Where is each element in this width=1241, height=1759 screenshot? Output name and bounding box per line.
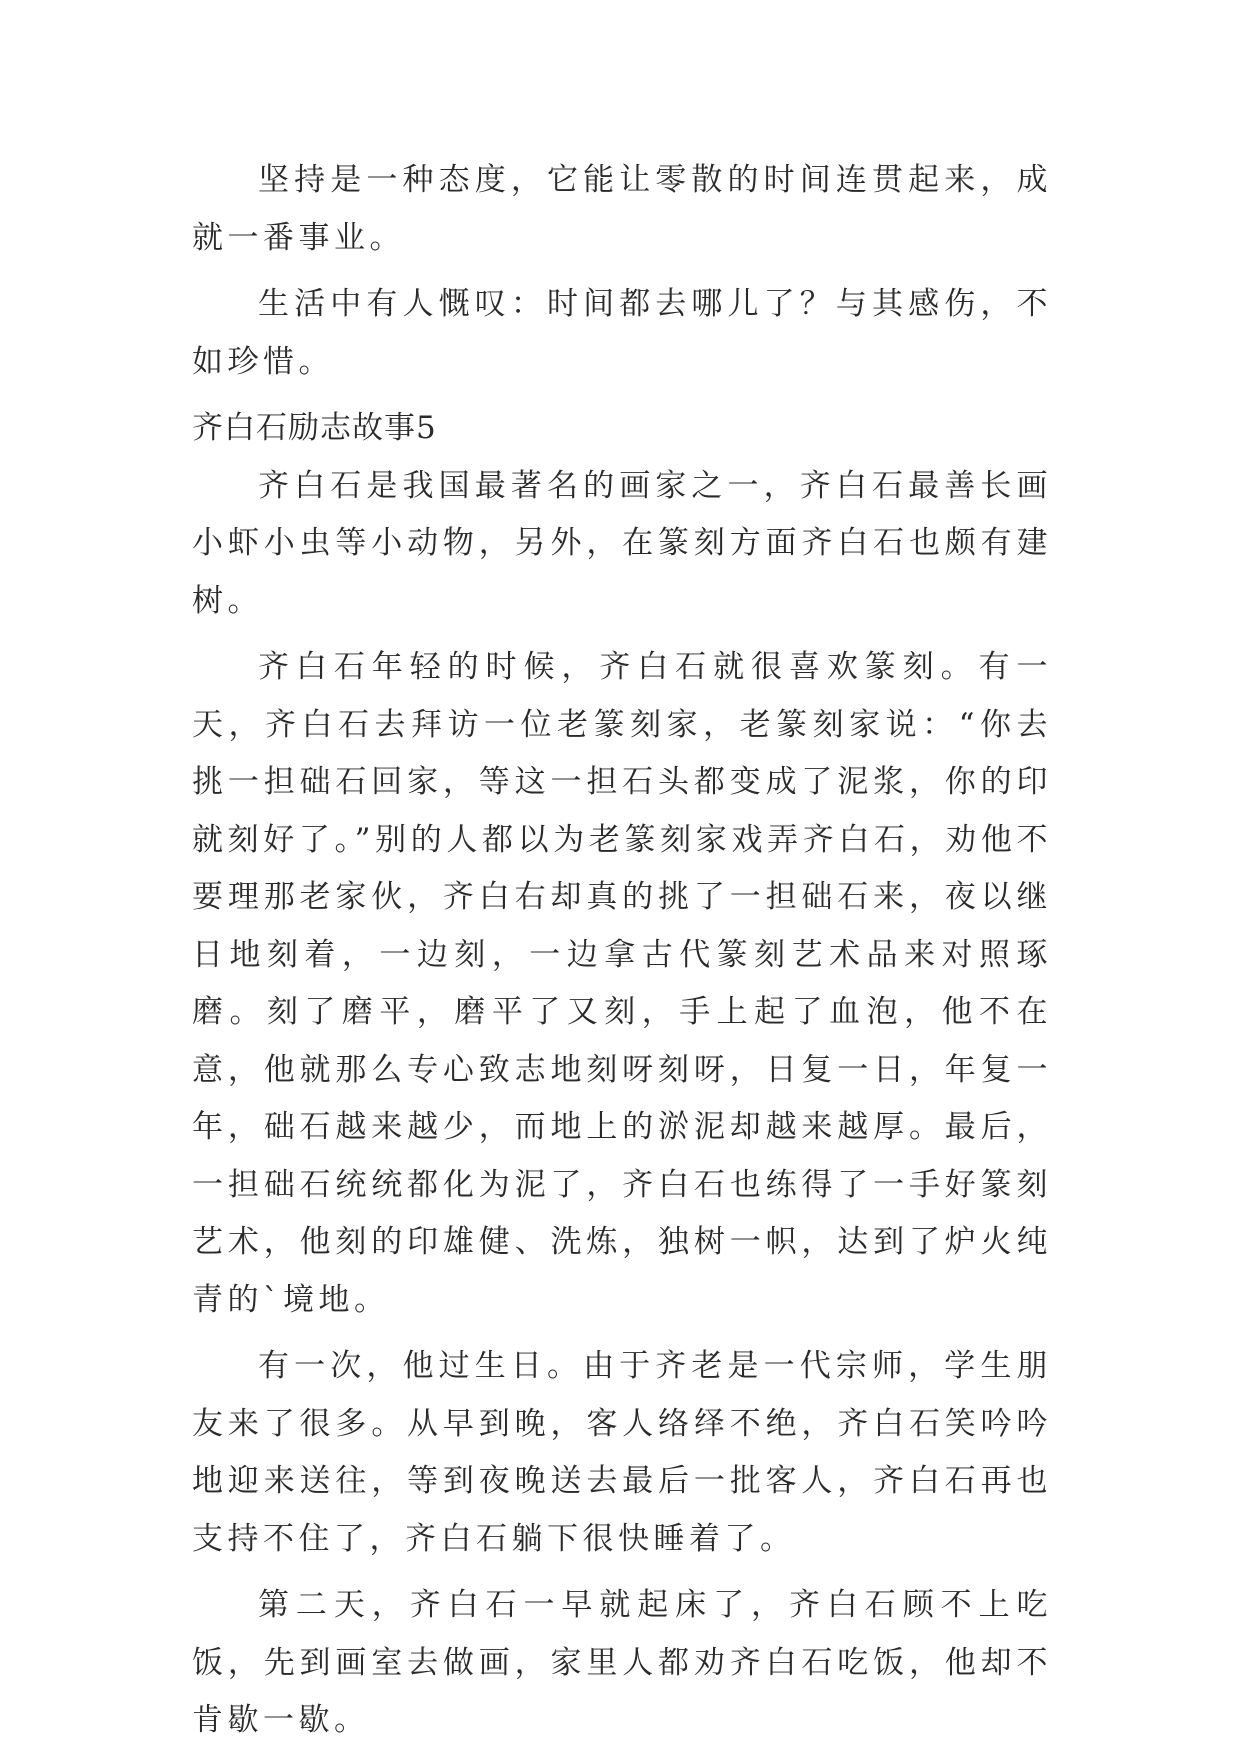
section-heading: 齐白石励志故事5 xyxy=(192,410,437,446)
paragraph: 齐白石年轻的时候，齐白石就很喜欢篆刻。有一天，齐白石去拜访一位老篆刻家，老篆刻家说：“你去挑一担础石回家，等这一担石头都变成了泥浆，你的印就刻好了。”别的人都以为老篆刻家戏弄齐白石，劝他不要理那老家伙，齐白右却真的挑了一担础石来，夜以继日地刻着，一边刻，一边拿古代篆刻艺术品来对照琢磨。刻了磨平，磨平了又刻，手上起了血泡，他不在意，他就那么专心致志地刻呀刻呀，日复一日，年复一年，础石越来越少，而地上的淤泥却越来越厚。最后，一担础石统统都化为泥了，齐白石也练得了一手好篆刻艺术，他刻的印雄健、洗炼，独树一帜，达到了炉火纯青的`境地。 xyxy=(192,649,1052,1318)
paragraph: 生活中有人慨叹：时间都去哪儿了？与其感伤，不如珍惜。 xyxy=(192,286,1052,380)
paragraph: 第二天，齐白石一早就起床了，齐白石顾不上吃饭，先到画室去做画，家里人都劝齐白石吃饭，他却不肯歇一歇。 xyxy=(192,1587,1052,1738)
document-body xyxy=(192,152,1052,1759)
paragraph: 坚持是一种态度，它能让零散的时间连贯起来，成就一番事业。 xyxy=(192,162,1052,256)
paragraph: 有一次，他过生日。由于齐老是一代宗师，学生朋友来了很多。从早到晚，客人络绎不绝，齐白石笑吟吟地迎来送往，等到夜晚送去最后一批客人，齐白石再也支持不住了，齐白石躺下很快睡着了。 xyxy=(192,1348,1052,1557)
paragraph: 齐白石是我国最著名的画家之一，齐白石最善长画小虾小虫等小动物，另外，在篆刻方面齐白石也颇有建树。 xyxy=(192,467,1052,619)
